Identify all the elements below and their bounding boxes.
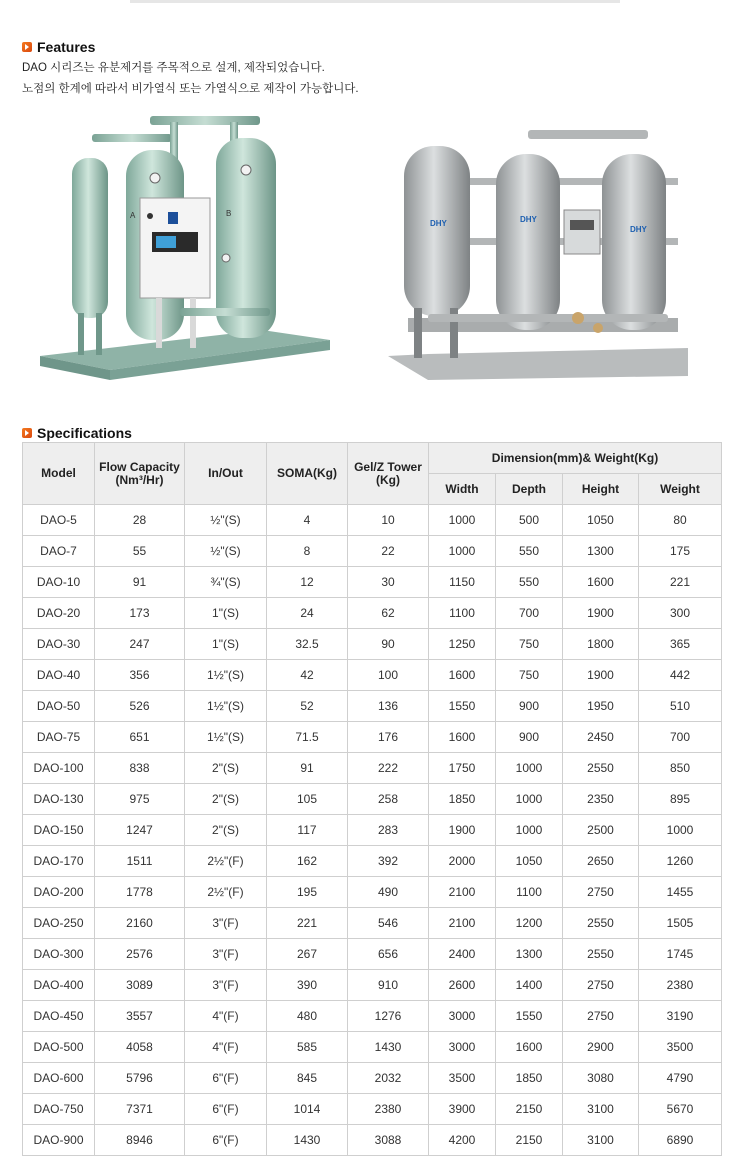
- cell-inout: 6"(F): [185, 1063, 267, 1094]
- cell-model: DAO-7: [23, 536, 95, 567]
- cell-height: 3100: [563, 1125, 639, 1156]
- cell-gel-tower: 30: [348, 567, 429, 598]
- cell-inout: 2"(S): [185, 784, 267, 815]
- cell-height: 2550: [563, 939, 639, 970]
- header-gel-tower: [348, 443, 429, 505]
- cell-flow-capacity: 247: [95, 629, 185, 660]
- specifications-table: [22, 442, 722, 1156]
- cell-soma: 845: [267, 1063, 348, 1094]
- cell-depth: 500: [496, 505, 563, 536]
- cell-width: 1000: [429, 536, 496, 567]
- cell-inout: 3"(F): [185, 970, 267, 1001]
- cell-width: 1900: [429, 815, 496, 846]
- green-dryer-photo: [30, 108, 330, 390]
- cell-weight: 1505: [639, 908, 722, 939]
- cell-depth: 900: [496, 691, 563, 722]
- cell-height: 2650: [563, 846, 639, 877]
- orange-bullet-icon: [22, 428, 32, 438]
- cell-height: 2500: [563, 815, 639, 846]
- cell-inout: 6"(F): [185, 1125, 267, 1156]
- cell-flow-capacity: 2576: [95, 939, 185, 970]
- cell-depth: 1300: [496, 939, 563, 970]
- cell-inout: 1"(S): [185, 598, 267, 629]
- header-dimension-weight: Dimension(mm)& Weight(Kg): [429, 443, 722, 474]
- cell-model: DAO-50: [23, 691, 95, 722]
- cell-flow-capacity: 975: [95, 784, 185, 815]
- grey-dryer-photo: [388, 118, 688, 386]
- cell-model: DAO-300: [23, 939, 95, 970]
- cell-weight: 2380: [639, 970, 722, 1001]
- cell-flow-capacity: 526: [95, 691, 185, 722]
- cell-flow-capacity: 5796: [95, 1063, 185, 1094]
- cell-gel-tower: 490: [348, 877, 429, 908]
- cell-gel-tower: 656: [348, 939, 429, 970]
- cell-height: 2550: [563, 908, 639, 939]
- features-title: Features: [37, 39, 96, 55]
- cell-depth: 1550: [496, 1001, 563, 1032]
- table-row: [23, 505, 722, 536]
- cell-model: DAO-500: [23, 1032, 95, 1063]
- cell-width: 3000: [429, 1001, 496, 1032]
- header-soma: SOMA(Kg): [267, 443, 348, 505]
- table-row: [23, 1125, 722, 1156]
- cell-model: DAO-170: [23, 846, 95, 877]
- header-depth: Depth: [496, 474, 563, 505]
- table-row: [23, 629, 722, 660]
- cell-gel-tower: 22: [348, 536, 429, 567]
- cell-weight: 850: [639, 753, 722, 784]
- cell-weight: 3190: [639, 1001, 722, 1032]
- cell-model: DAO-900: [23, 1125, 95, 1156]
- cell-width: 2100: [429, 877, 496, 908]
- dhy-logo-left: DHY: [430, 219, 447, 228]
- cell-inout: 1"(S): [185, 629, 267, 660]
- header-gel-line2: (Kg): [376, 472, 400, 487]
- cell-height: 1600: [563, 567, 639, 598]
- cell-soma: 71.5: [267, 722, 348, 753]
- cell-gel-tower: 136: [348, 691, 429, 722]
- cell-inout: 4"(F): [185, 1001, 267, 1032]
- cell-width: 1100: [429, 598, 496, 629]
- header-inout: In/Out: [185, 443, 267, 505]
- specifications-title: Specifications: [37, 425, 132, 441]
- table-row: [23, 753, 722, 784]
- cell-depth: 550: [496, 567, 563, 598]
- header-flow-line2: (Nm³/Hr): [115, 472, 164, 487]
- cell-soma: 32.5: [267, 629, 348, 660]
- table-row: [23, 846, 722, 877]
- cell-height: 1950: [563, 691, 639, 722]
- cell-inout: 1½"(S): [185, 691, 267, 722]
- table-row: [23, 1032, 722, 1063]
- table-row: [23, 598, 722, 629]
- cell-flow-capacity: 1247: [95, 815, 185, 846]
- cell-gel-tower: 100: [348, 660, 429, 691]
- cell-depth: 900: [496, 722, 563, 753]
- cell-width: 1600: [429, 722, 496, 753]
- cell-weight: 1000: [639, 815, 722, 846]
- header-width: Width: [429, 474, 496, 505]
- cell-depth: 1100: [496, 877, 563, 908]
- cell-flow-capacity: 2160: [95, 908, 185, 939]
- cell-weight: 80: [639, 505, 722, 536]
- cell-weight: 300: [639, 598, 722, 629]
- cell-soma: 24: [267, 598, 348, 629]
- table-row: [23, 908, 722, 939]
- table-row: [23, 1063, 722, 1094]
- table-row: [23, 567, 722, 598]
- cell-flow-capacity: 91: [95, 567, 185, 598]
- cell-depth: 2150: [496, 1125, 563, 1156]
- table-row: [23, 1001, 722, 1032]
- cell-inout: 1½"(S): [185, 660, 267, 691]
- cell-model: DAO-40: [23, 660, 95, 691]
- cell-model: DAO-400: [23, 970, 95, 1001]
- table-row: [23, 970, 722, 1001]
- cell-gel-tower: 546: [348, 908, 429, 939]
- cell-soma: 390: [267, 970, 348, 1001]
- cell-height: 2450: [563, 722, 639, 753]
- cell-gel-tower: 392: [348, 846, 429, 877]
- cell-depth: 700: [496, 598, 563, 629]
- cell-flow-capacity: 7371: [95, 1094, 185, 1125]
- cell-gel-tower: 3088: [348, 1125, 429, 1156]
- cell-soma: 480: [267, 1001, 348, 1032]
- cell-inout: 2"(S): [185, 815, 267, 846]
- cell-height: 2750: [563, 970, 639, 1001]
- features-line-2: 노점의 한계에 따라서 비가열식 또는 가열식으로 제작이 가능합니다.: [22, 83, 359, 95]
- cell-soma: 105: [267, 784, 348, 815]
- cell-width: 1850: [429, 784, 496, 815]
- header-model: Model: [23, 443, 95, 505]
- cell-soma: 91: [267, 753, 348, 784]
- cell-width: 2400: [429, 939, 496, 970]
- cell-width: 1600: [429, 660, 496, 691]
- cell-inout: ¾"(S): [185, 567, 267, 598]
- cell-gel-tower: 90: [348, 629, 429, 660]
- cell-model: DAO-75: [23, 722, 95, 753]
- table-row: [23, 1094, 722, 1125]
- cell-flow-capacity: 3557: [95, 1001, 185, 1032]
- cell-soma: 1014: [267, 1094, 348, 1125]
- cell-depth: 750: [496, 629, 563, 660]
- cell-model: DAO-250: [23, 908, 95, 939]
- cell-flow-capacity: 55: [95, 536, 185, 567]
- cell-depth: 1850: [496, 1063, 563, 1094]
- cell-gel-tower: 222: [348, 753, 429, 784]
- cell-depth: 1400: [496, 970, 563, 1001]
- cell-flow-capacity: 651: [95, 722, 185, 753]
- cell-gel-tower: 910: [348, 970, 429, 1001]
- cell-gel-tower: 1276: [348, 1001, 429, 1032]
- cell-height: 2750: [563, 877, 639, 908]
- cell-soma: 8: [267, 536, 348, 567]
- cell-gel-tower: 62: [348, 598, 429, 629]
- cell-width: 1550: [429, 691, 496, 722]
- cell-weight: 3500: [639, 1032, 722, 1063]
- table-row: [23, 536, 722, 567]
- cell-height: 2750: [563, 1001, 639, 1032]
- cell-weight: 1745: [639, 939, 722, 970]
- features-line-1: DAO 시리즈는 유분제거를 주목적으로 설계, 제작되었습니다.: [22, 62, 325, 74]
- cell-height: 2350: [563, 784, 639, 815]
- cell-inout: ½"(S): [185, 505, 267, 536]
- top-divider: [130, 0, 620, 3]
- cell-flow-capacity: 356: [95, 660, 185, 691]
- cell-weight: 4790: [639, 1063, 722, 1094]
- cell-flow-capacity: 1778: [95, 877, 185, 908]
- features-heading: [22, 39, 95, 55]
- cell-model: DAO-100: [23, 753, 95, 784]
- cell-model: DAO-150: [23, 815, 95, 846]
- table-row: [23, 784, 722, 815]
- cell-gel-tower: 2380: [348, 1094, 429, 1125]
- cell-gel-tower: 1430: [348, 1032, 429, 1063]
- cell-width: 4200: [429, 1125, 496, 1156]
- cell-soma: 52: [267, 691, 348, 722]
- cell-inout: 2½"(F): [185, 846, 267, 877]
- cell-weight: 221: [639, 567, 722, 598]
- cell-soma: 4: [267, 505, 348, 536]
- cell-height: 1800: [563, 629, 639, 660]
- table-row: [23, 722, 722, 753]
- tower-b-label: B: [226, 209, 232, 218]
- cell-model: DAO-130: [23, 784, 95, 815]
- cell-flow-capacity: 173: [95, 598, 185, 629]
- cell-weight: 6890: [639, 1125, 722, 1156]
- table-row: [23, 691, 722, 722]
- cell-depth: 1000: [496, 753, 563, 784]
- cell-height: 1050: [563, 505, 639, 536]
- cell-width: 2600: [429, 970, 496, 1001]
- cell-height: 3100: [563, 1094, 639, 1125]
- cell-soma: 267: [267, 939, 348, 970]
- cell-height: 2550: [563, 753, 639, 784]
- cell-model: DAO-10: [23, 567, 95, 598]
- cell-depth: 1200: [496, 908, 563, 939]
- cell-gel-tower: 2032: [348, 1063, 429, 1094]
- cell-gel-tower: 283: [348, 815, 429, 846]
- cell-model: DAO-450: [23, 1001, 95, 1032]
- cell-flow-capacity: 838: [95, 753, 185, 784]
- header-height: Height: [563, 474, 639, 505]
- cell-gel-tower: 176: [348, 722, 429, 753]
- cell-depth: 2150: [496, 1094, 563, 1125]
- table-row: [23, 815, 722, 846]
- header-flow-line1: Flow Capacity: [99, 459, 180, 474]
- cell-depth: 1000: [496, 815, 563, 846]
- cell-width: 3000: [429, 1032, 496, 1063]
- cell-model: DAO-600: [23, 1063, 95, 1094]
- cell-model: DAO-5: [23, 505, 95, 536]
- cell-soma: 221: [267, 908, 348, 939]
- cell-depth: 1600: [496, 1032, 563, 1063]
- cell-soma: 42: [267, 660, 348, 691]
- cell-inout: 4"(F): [185, 1032, 267, 1063]
- cell-soma: 12: [267, 567, 348, 598]
- cell-weight: 700: [639, 722, 722, 753]
- cell-flow-capacity: 1511: [95, 846, 185, 877]
- tower-a-label: A: [130, 211, 136, 220]
- cell-width: 2100: [429, 908, 496, 939]
- cell-width: 2000: [429, 846, 496, 877]
- cell-height: 3080: [563, 1063, 639, 1094]
- cell-height: 2900: [563, 1032, 639, 1063]
- cell-depth: 1050: [496, 846, 563, 877]
- cell-flow-capacity: 28: [95, 505, 185, 536]
- cell-model: DAO-30: [23, 629, 95, 660]
- cell-inout: 2"(S): [185, 753, 267, 784]
- cell-width: 3500: [429, 1063, 496, 1094]
- cell-width: 1150: [429, 567, 496, 598]
- table-row: [23, 939, 722, 970]
- cell-flow-capacity: 8946: [95, 1125, 185, 1156]
- cell-gel-tower: 258: [348, 784, 429, 815]
- cell-depth: 550: [496, 536, 563, 567]
- specifications-heading: [22, 425, 132, 441]
- cell-soma: 585: [267, 1032, 348, 1063]
- cell-weight: 365: [639, 629, 722, 660]
- header-weight: Weight: [639, 474, 722, 505]
- cell-width: 1000: [429, 505, 496, 536]
- cell-inout: 2½"(F): [185, 877, 267, 908]
- cell-inout: ½"(S): [185, 536, 267, 567]
- cell-model: DAO-750: [23, 1094, 95, 1125]
- cell-soma: 162: [267, 846, 348, 877]
- dhy-logo-middle: DHY: [520, 215, 537, 224]
- cell-inout: 3"(F): [185, 939, 267, 970]
- cell-gel-tower: 10: [348, 505, 429, 536]
- cell-model: DAO-200: [23, 877, 95, 908]
- cell-soma: 195: [267, 877, 348, 908]
- orange-bullet-icon: [22, 42, 32, 52]
- table-row: [23, 877, 722, 908]
- cell-height: 1300: [563, 536, 639, 567]
- cell-flow-capacity: 3089: [95, 970, 185, 1001]
- cell-inout: 1½"(S): [185, 722, 267, 753]
- cell-depth: 750: [496, 660, 563, 691]
- cell-width: 1250: [429, 629, 496, 660]
- cell-soma: 117: [267, 815, 348, 846]
- cell-weight: 1260: [639, 846, 722, 877]
- cell-weight: 442: [639, 660, 722, 691]
- cell-width: 3900: [429, 1094, 496, 1125]
- cell-depth: 1000: [496, 784, 563, 815]
- cell-flow-capacity: 4058: [95, 1032, 185, 1063]
- cell-width: 1750: [429, 753, 496, 784]
- cell-weight: 175: [639, 536, 722, 567]
- cell-height: 1900: [563, 598, 639, 629]
- header-gel-line1: Gel/Z Tower: [354, 459, 422, 474]
- header-flow-capacity: [95, 443, 185, 505]
- cell-weight: 895: [639, 784, 722, 815]
- dhy-logo-right: DHY: [630, 225, 647, 234]
- cell-height: 1900: [563, 660, 639, 691]
- cell-weight: 510: [639, 691, 722, 722]
- table-row: [23, 660, 722, 691]
- cell-weight: 1455: [639, 877, 722, 908]
- cell-model: DAO-20: [23, 598, 95, 629]
- cell-inout: 3"(F): [185, 908, 267, 939]
- cell-inout: 6"(F): [185, 1094, 267, 1125]
- cell-weight: 5670: [639, 1094, 722, 1125]
- cell-soma: 1430: [267, 1125, 348, 1156]
